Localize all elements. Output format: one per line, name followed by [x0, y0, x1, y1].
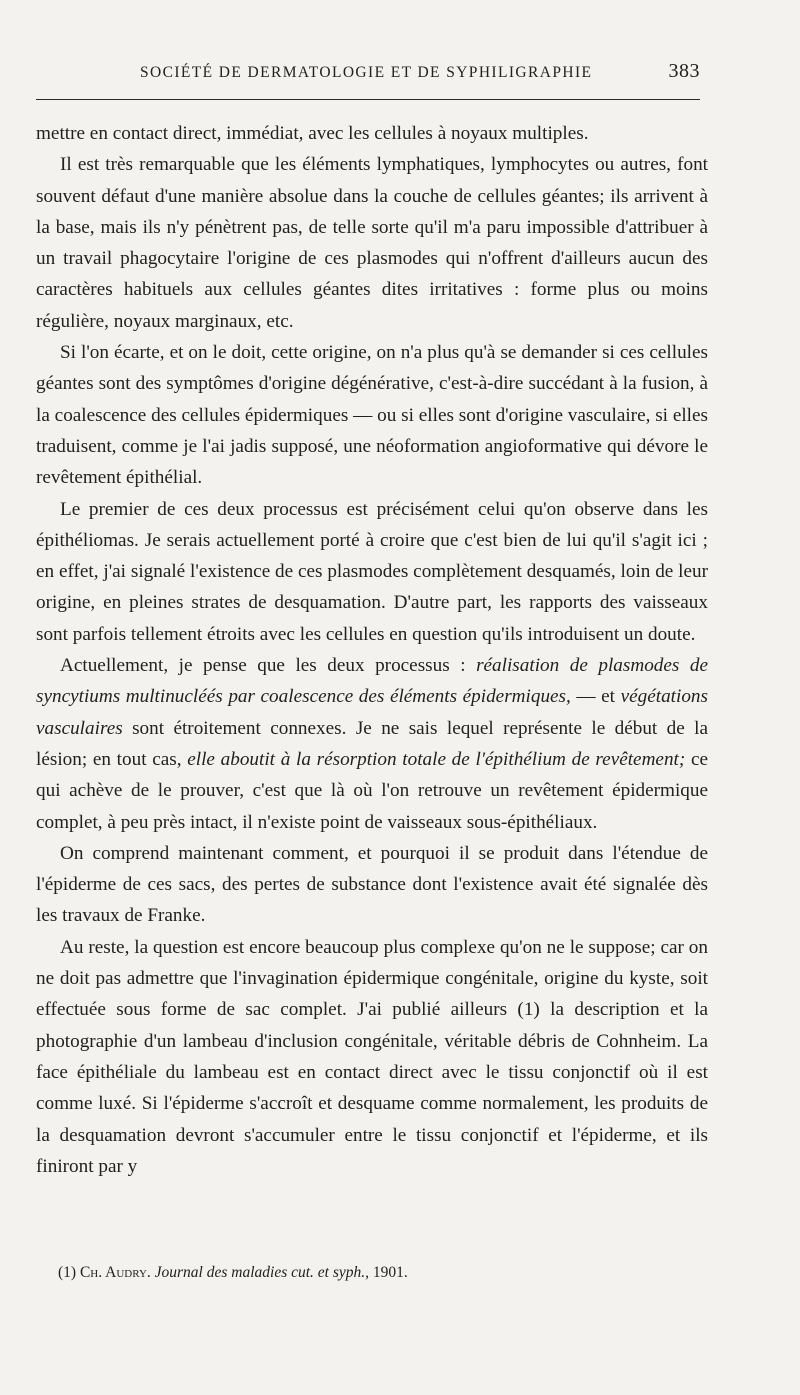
paragraph-5-mid-1: — et — [570, 686, 621, 708]
paragraph-5-tail: ce qui achève de le prouver, c'est que là où l'on retrouve un revêtement épidermique complet, à peu près intact, il n'existe point de vaisseaux sous-épithéliaux. — [36, 748, 708, 833]
running-head-title: SOCIÉTÉ DE DERMATOLOGIE ET DE SYPHILIGRAPHIE — [140, 64, 593, 81]
paragraph-5-mid-2: sont étroitement connexes. Je ne sais lequel représente le début de la lésion; en tout cas, — [36, 717, 708, 770]
running-header — [140, 60, 700, 90]
footnote-author: Ch. Audry. — [79, 1264, 151, 1281]
body-text — [36, 118, 708, 1182]
paragraph-5-italic-1: réalisation de plasmodes de syncytiums multinucléés par coalescence des éléments épidermiques, — [36, 655, 708, 708]
paragraph-7: Au reste, la question est encore beaucoup plus complexe qu'on ne le suppose; car on ne doit pas admettre que l'invagination épidermique congénitale, origine du kyste, soit effectuée sous forme de sac complet. J'ai publié ailleurs (1) la description et la photographie d'un lambeau d'inclusion congénitale, véritable débris de Cohnheim. La face épithéliale du lambeau est en contact direct avec le tissu conjonctif où il est comme luxé. Si l'épiderme s'accroît et desquame comme normalement, les produits de la desquamation devront s'accumuler entre le tissu conjonctif et l'épiderme, et ils finiront par y — [36, 936, 708, 1177]
paragraph-2: Il est très remarquable que les éléments lymphatiques, lymphocytes ou autres, font souvent défaut d'une manière absolue dans la couche de cellules géantes; ils arrivent à la base, mais ils n'y pénètrent pas, de telle sorte qu'il m'a paru impossible d'attribuer à un travail phagocytaire l'origine de ces plasmodes qui n'offrent d'ailleurs aucun des caractères habituels aux cellules géantes dites irritatives : forme plus ou moins régulière, noyaux marginaux, etc. — [36, 154, 708, 332]
paragraph-5 — [36, 650, 708, 838]
page-number: 383 — [668, 60, 700, 82]
paragraph-1: mettre en contact direct, immédiat, avec les cellules à noyaux multiples. — [36, 123, 589, 144]
footnote-journal: Journal des maladies cut. et syph., — [154, 1264, 370, 1281]
footnote — [58, 1264, 408, 1282]
paragraph-4: Le premier de ces deux processus est précisément celui qu'on observe dans les épithéliomas. Je serais actuellement porté à croire que c'est bien de lui qu'il s'agit ici ; en effet, j'ai signalé l'existence de ces plasmodes complètement desquamés, loin de leur origine, en pleines strates de desquamation. D'autre part, les rapports des vaisseaux sont parfois tellement étroits avec les cellules en question qu'ils introduisent un doute. — [36, 498, 708, 645]
paragraph-5-italic-2: végétations vasculaires — [36, 686, 708, 739]
header-rule — [36, 99, 700, 100]
footnote-year: 1901. — [372, 1264, 408, 1281]
paragraph-5-lead: Actuellement, je pense que les deux processus : — [60, 655, 477, 677]
paragraph-3: Si l'on écarte, et on le doit, cette origine, on n'a plus qu'à se demander si ces cellules géantes sont des symptômes d'origine dégénérative, c'est-à-dire succédant à la fusion, à la coalescence des cellules épidermiques — ou si elles sont d'origine vasculaire, si elles traduisent, comme je l'ai jadis supposé, une néoformation angioformative qui dévore le revêtement épithélial. — [36, 342, 708, 489]
paragraph-5-italic-3: elle aboutit à la résorption totale de l'épithélium de revêtement; — [187, 748, 686, 770]
paragraph-6: On comprend maintenant comment, et pourquoi il se produit dans l'étendue de l'épiderme de ces sacs, des pertes de substance dont l'existence avait été signalée dès les travaux de Franke. — [36, 842, 708, 927]
footnote-marker: (1) — [58, 1264, 77, 1281]
